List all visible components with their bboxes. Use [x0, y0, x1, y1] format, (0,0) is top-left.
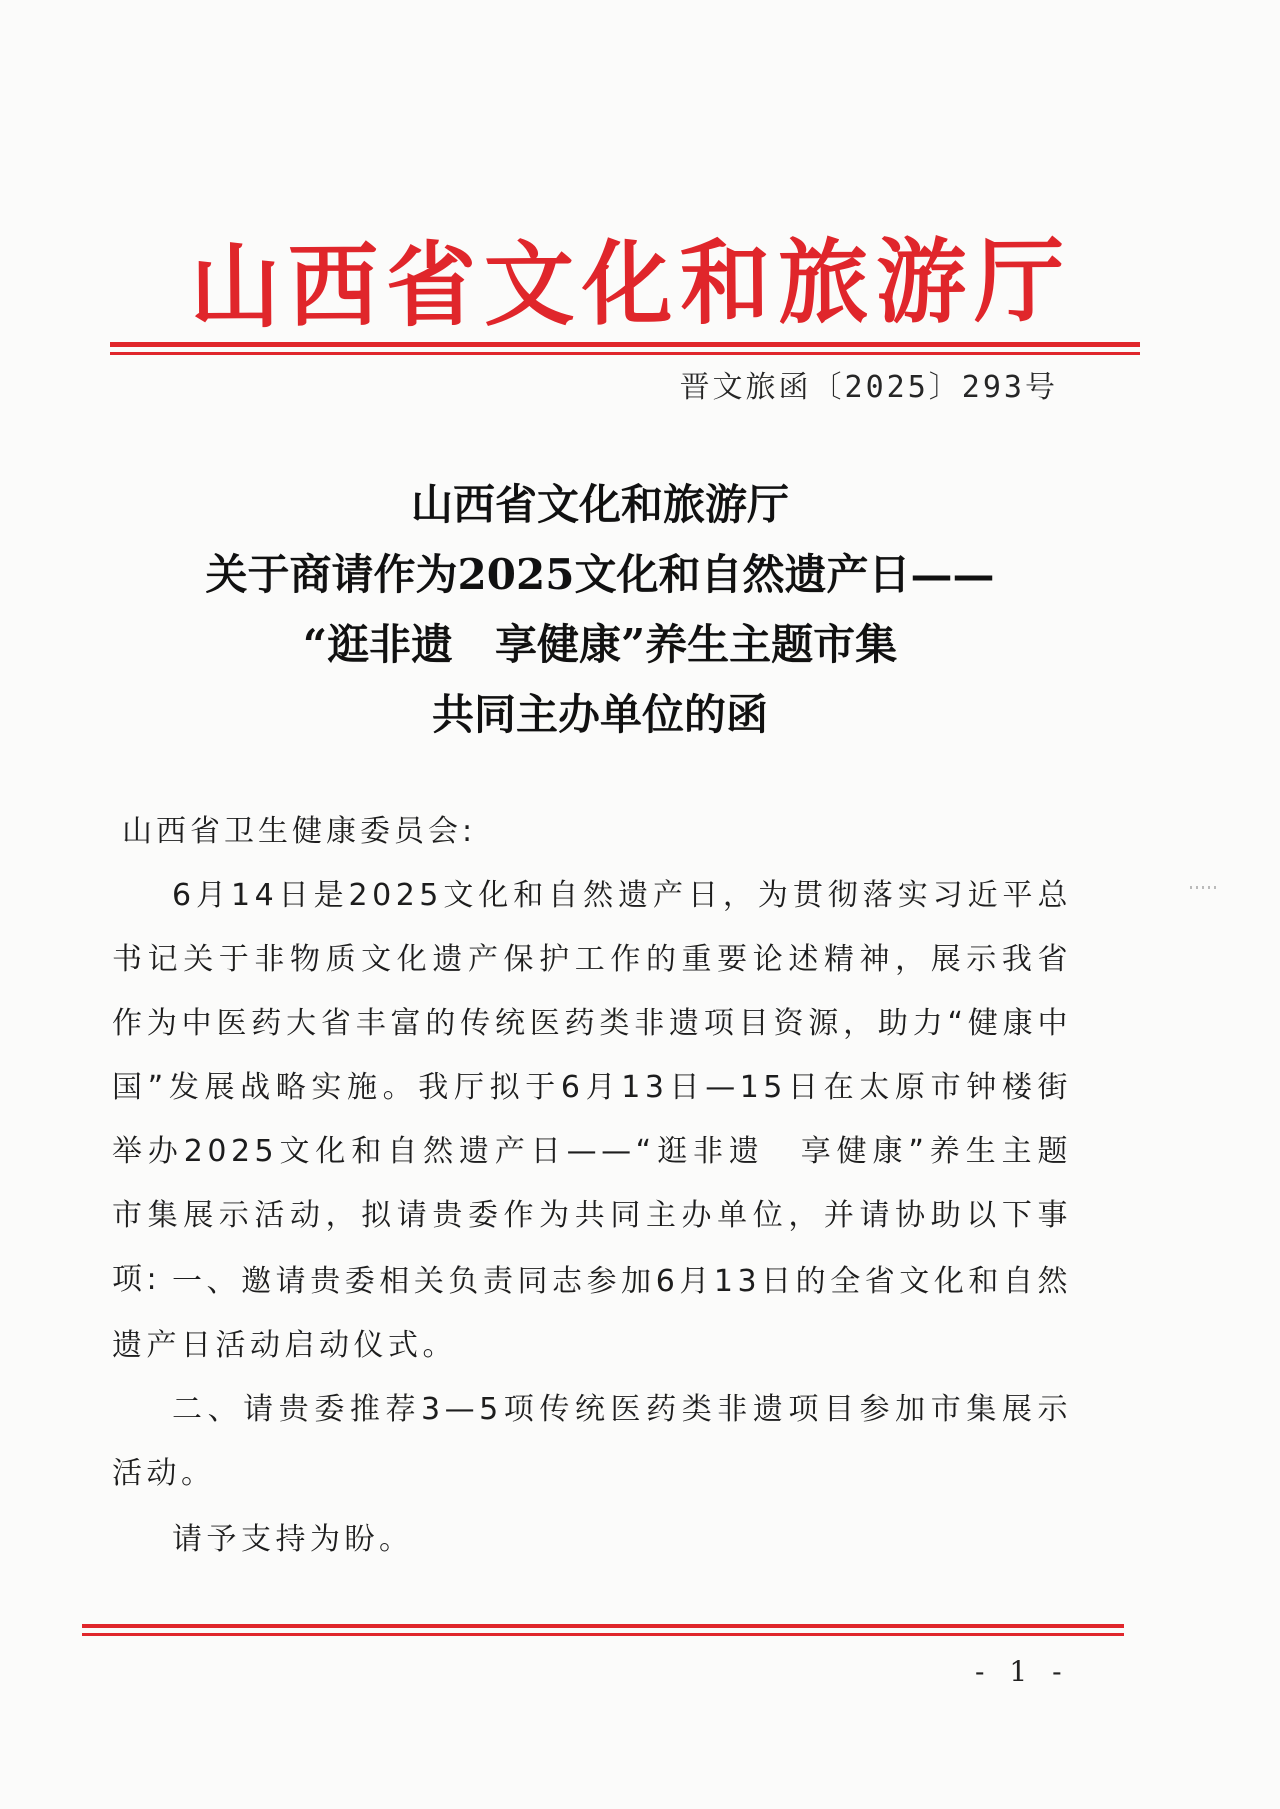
title-line: “逛非遗 享健康”养生主题市集 [302, 620, 898, 669]
body-paragraph: 二、请贵委推荐3—5项传统医药类非遗项目参加市集展示活动。 [112, 1392, 1072, 1491]
title-line: 山西省文化和旅游厅 [410, 480, 789, 529]
title-line: 关于商请作为2025文化和自然遗产日—— [205, 550, 995, 599]
page-number: - 1 - [975, 1655, 1070, 1688]
scan-speck [1190, 886, 1220, 889]
footer-rule-bottom [82, 1633, 1124, 1636]
document-title [110, 470, 1090, 750]
body-paragraph: 一、邀请贵委相关负责同志参加6月13日的全省文化和自然遗产日活动启动仪式。 [112, 1264, 1072, 1363]
title-line: 共同主办单位的函 [431, 690, 768, 739]
body-paragraph: 请予支持为盼。 [172, 1522, 414, 1557]
letterhead-rule-bottom [110, 352, 1140, 355]
letterhead-agency-name: 山西省文化和旅游厅 [189, 226, 1073, 341]
salutation: 山西省卫生健康委员会: [122, 814, 477, 849]
body-paragraph: 6月14日是2025文化和自然遗产日，为贯彻落实习近平总书记关于非物质文化遗产保护工作的重要论述精神，展示我省作为中医药大省丰富的传统医药类非遗项目资源，助力“健康中国”发展战略实施。我厅拟于6月13日—15日在太原市钟楼街举办2025文化和自然遗产日——“逛非遗 享健康”养生主题市集展示活动，拟请贵委作为共同主办单位，并请协助以下事项: [112, 878, 1072, 1297]
letterhead-rule-top [110, 342, 1140, 347]
footer-rule-top [82, 1624, 1124, 1628]
document-number: 晋文旅函〔2025〕293号 [679, 370, 1058, 405]
